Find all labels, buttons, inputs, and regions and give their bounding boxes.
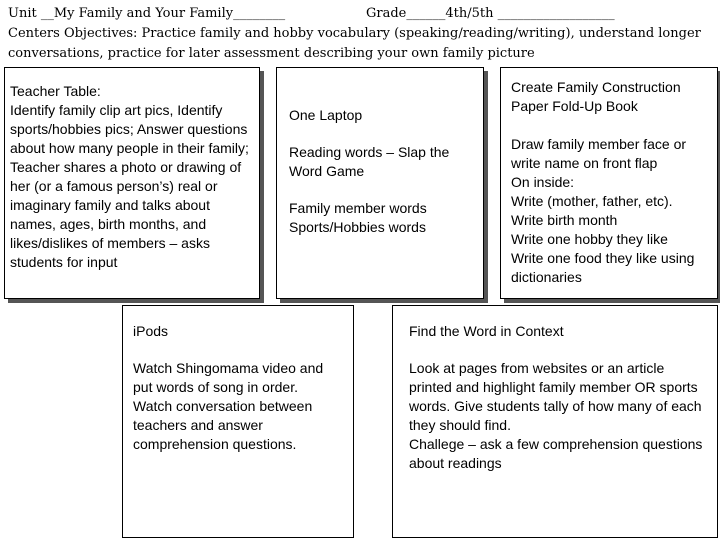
- teacher-table-text: Teacher Table: Identify family clip art pics, Identify sports/hobbies pics; Answer questions about how many people in their family; Teacher shares a photo or drawing of her (or a famous person’s) real or imaginary family and talks about names, ages, birth months, and likes/dislikes of members – asks students for input: [10, 83, 249, 270]
- ipods-activity: Watch Shingomama video and put words of song in order. Watch conversation between teachers and answer comprehension questions.: [133, 360, 324, 452]
- ipods-title: iPods: [133, 323, 169, 339]
- laptop-activity-slap-game: Reading words – Slap the Word Game: [289, 144, 450, 179]
- unit-title: Unit __My Family and Your Family________: [8, 6, 286, 21]
- book-instructions: Draw family member face or write name on front flap On inside: Write (mother, father, etc). Write birth month Write one hobby they like Write one food they like using dictionaries: [511, 136, 695, 285]
- laptop-activity-word-lists: Family member words Sports/Hobbies words: [289, 200, 427, 235]
- teacher-table-box: [4, 67, 260, 299]
- ipods-box: [122, 305, 354, 538]
- find-word-title: Find the Word in Context: [409, 323, 564, 339]
- fold-up-book-box: [500, 67, 718, 299]
- laptop-title: One Laptop: [289, 107, 363, 123]
- laptop-box: [276, 67, 484, 299]
- grade-level: Grade______4th/5th __________________: [366, 6, 615, 21]
- document-header: [8, 4, 712, 64]
- find-word-activity: Look at pages from websites or an article printed and highlight family member OR sports words. Give students tally of how many of each they should find. Challege – ask a few comprehension questions about readings: [409, 360, 703, 471]
- book-title: Create Family Construction Paper Fold-Up Book: [511, 79, 681, 114]
- header-line: [8, 4, 712, 24]
- centers-objectives: Centers Objectives: Practice family and hobby vocabulary (speaking/reading/writing), understand longer conversations, practice for later assessment describing your own family picture: [8, 26, 701, 61]
- find-word-box: [392, 305, 718, 538]
